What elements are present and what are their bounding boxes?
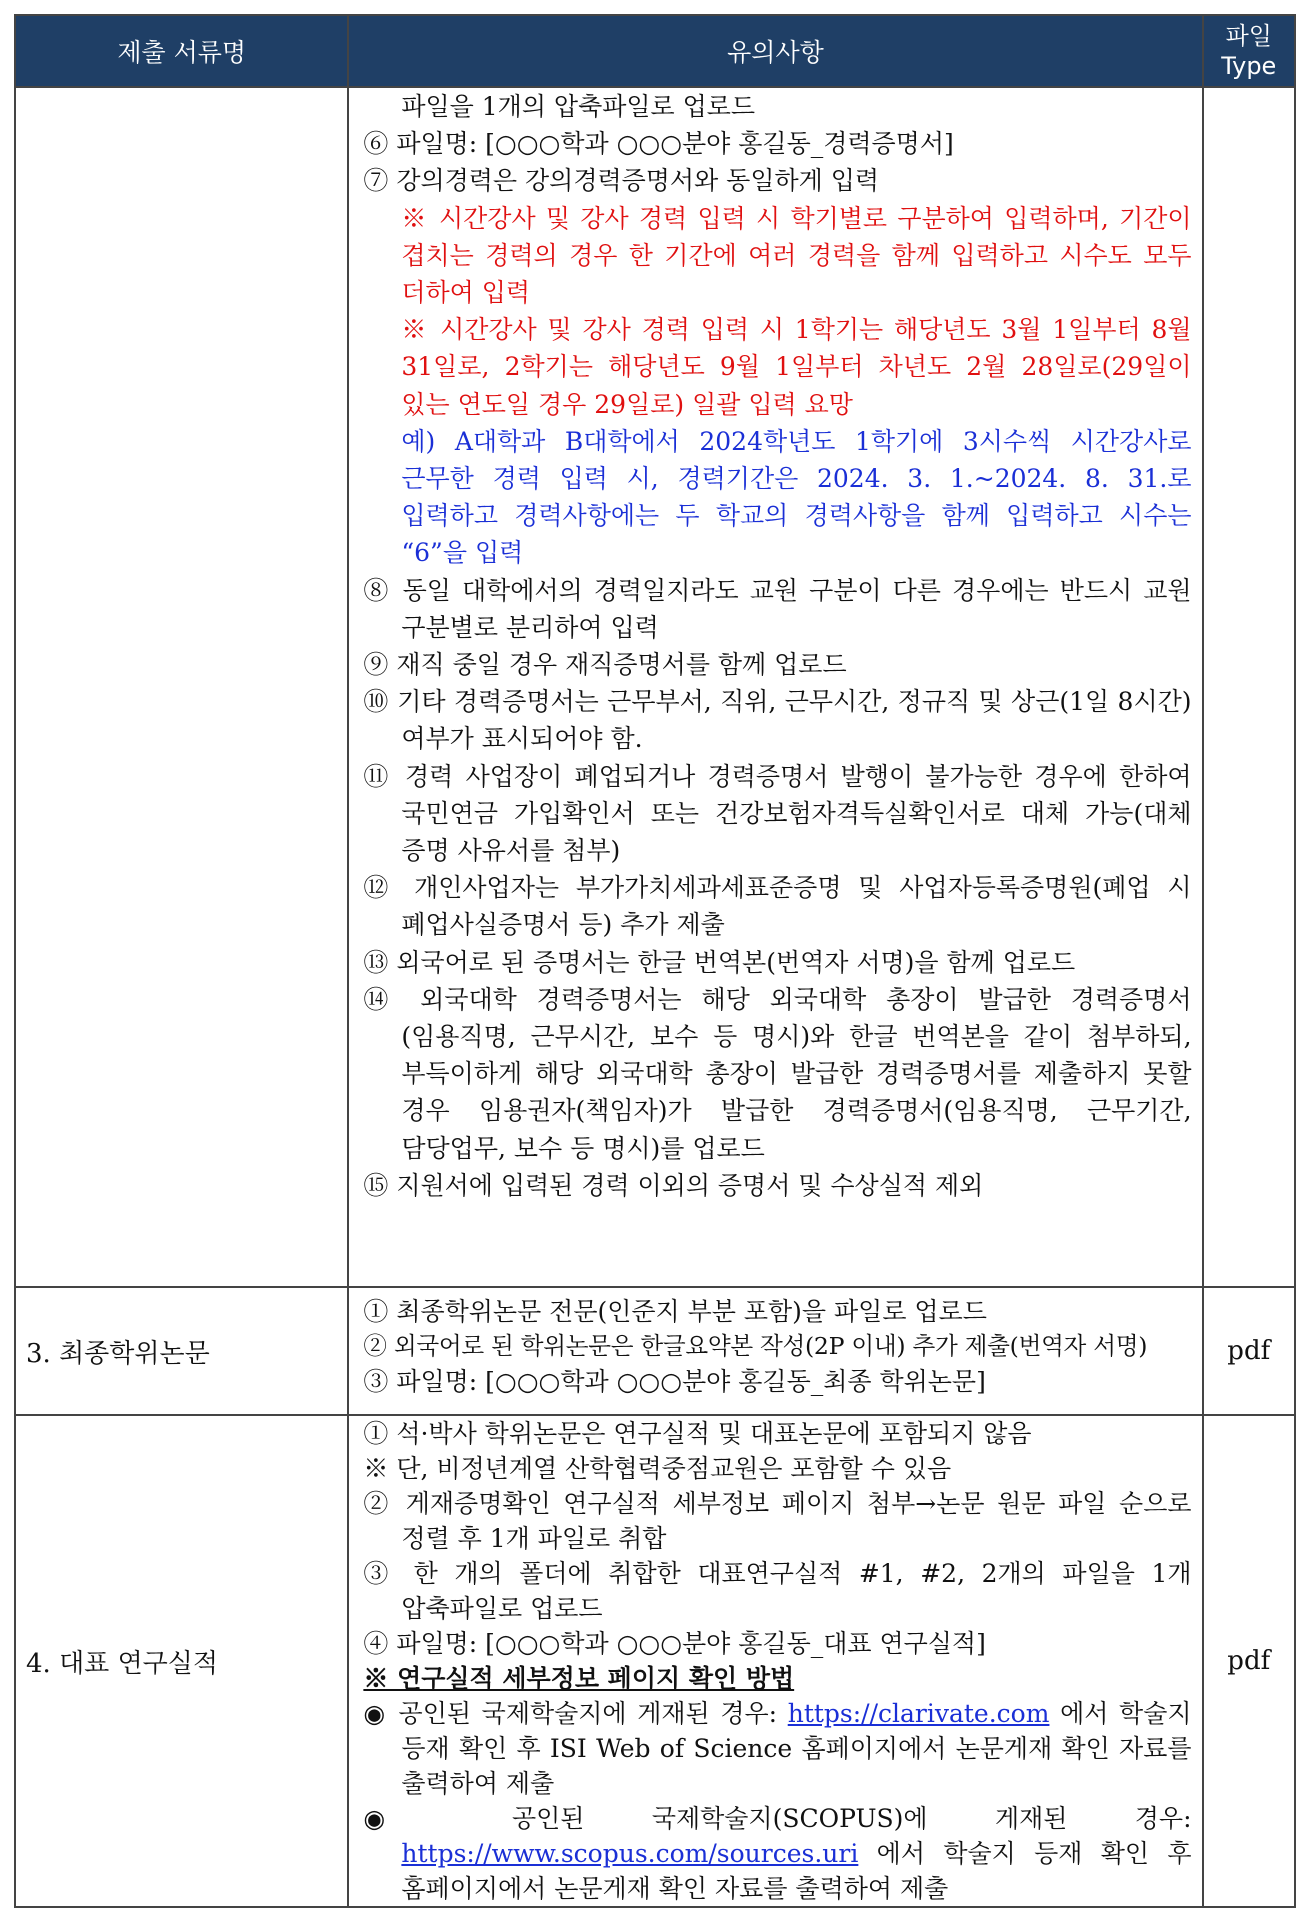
note-item-14: ⑭ 외국대학 경력증명서는 해당 외국대학 총장이 발급한 경력증명서(임용직명, 근무시간, 보수 등 명시)와 한글 번역본을 같이 첨부하되, 부득이하게 해당 외국대학 총장이 발급한 경력증명서를 제출하지 못할 경우 임용권자(책임자)가 발급한 경력증명서(임용직명, 근무기간, 담당업무, 보수 등 명시)를 업로드 <box>363 984 1192 1163</box>
header-file-type-line1: 파일 <box>1225 22 1272 50</box>
row3-name: 4. 대표 연구실적 <box>15 1415 348 1907</box>
row1-name-cell <box>15 87 348 1287</box>
note-item-2: ② 게재증명확인 연구실적 세부정보 페이지 첨부→논문 원문 파일 순으로 정렬 후 1개 파일로 취합 <box>363 1489 1192 1553</box>
clarivate-prefix: ◉ 공인된 국제학술지에 게재된 경우: <box>363 1699 788 1728</box>
row2-name: 3. 최종학위논문 <box>15 1287 348 1415</box>
clarivate-suffix: 에서 학술지 등재 확인 후 ISI Web of Science 홈페이지에서 논문게재 확인 자료를 출력하여 제출 <box>401 1699 1192 1798</box>
header-file-type <box>1203 15 1295 87</box>
header-file-type-line2: Type <box>1221 52 1277 80</box>
note-item-3: ③ 파일명: [○○○학과 ○○○분야 홍길동_최종 학위논문] <box>363 1367 986 1396</box>
note-clarivate <box>363 1696 1191 1801</box>
table-row <box>15 1287 1295 1415</box>
table-header-row <box>15 15 1295 87</box>
row3-notes-cell <box>348 1415 1202 1907</box>
row3-type: pdf <box>1203 1415 1295 1907</box>
row1-notes <box>363 88 1191 1204</box>
note-item-12: ⑫ 개인사업자는 부가가치세과세표준증명 및 사업자등록증명원(폐업 시 폐업사실증명서 등) 추가 제출 <box>363 873 1192 940</box>
note-item-7: ⑦ 강의경력은 강의경력증명서와 동일하게 입력 <box>363 166 880 196</box>
table-row <box>15 1415 1295 1907</box>
clarivate-link[interactable]: https://clarivate.com <box>787 1699 1050 1728</box>
note-item-2: ② 외국어로 된 학위논문은 한글요약본 작성(2P 이내) 추가 제출(번역자 서명) <box>363 1332 1148 1360</box>
scopus-link[interactable]: https://www.scopus.com/sources.uri <box>401 1839 859 1868</box>
header-document-name: 제출 서류명 <box>15 15 348 87</box>
scopus-suffix: 에서 학술지 등재 확인 후 홈페이지에서 논문게재 확인 자료를 출력하여 제출 <box>401 1839 1192 1903</box>
note-remark: ※ 단, 비정년계열 산학협력중점교원은 포함할 수 있음 <box>363 1454 952 1483</box>
note-line: 파일을 1개의 압축파일로 업로드 <box>401 92 756 121</box>
note-method-heading: ※ 연구실적 세부정보 페이지 확인 방법 <box>363 1664 795 1693</box>
table-row <box>15 87 1295 1287</box>
header-notes: 유의사항 <box>348 15 1202 87</box>
note-item-9: ⑨ 재직 중일 경우 재직증명서를 함께 업로드 <box>363 650 847 680</box>
note-scopus <box>363 1801 1191 1906</box>
row1-type-cell <box>1203 87 1295 1287</box>
note-item-10: ⑩ 기타 경력증명서는 근무부서, 직위, 근무시간, 정규직 및 상근(1일 8시간) 여부가 표시되어야 함. <box>363 687 1192 754</box>
document-table <box>14 14 1296 1908</box>
row3-notes <box>363 1416 1191 1906</box>
note-example: 예) A대학과 B대학에서 2024학년도 1학기에 3시수씩 시간강사로 근무한 경력 입력 시, 경력기간은 2024. 3. 1.~2024. 8. 31.로 입력하고 경력사항에는 두 학교의 경력사항을 함께 입력하고 시수는 “6”을 입력 <box>401 426 1192 568</box>
note-item-1: ① 최종학위논문 전문(인준지 부분 포함)을 파일로 업로드 <box>363 1297 987 1326</box>
note-warning-1: ※ 시간강사 및 강사 경력 입력 시 학기별로 구분하여 입력하며, 기간이 겹치는 경력의 경우 한 기간에 여러 경력을 함께 입력하고 시수도 모두 더하여 입력 <box>401 203 1192 308</box>
row1-notes-cell <box>348 87 1202 1287</box>
note-warning-2: ※ 시간강사 및 강사 경력 입력 시 1학기는 해당년도 3월 1일부터 8월 31일로, 2학기는 해당년도 9월 1일부터 차년도 2월 28일로(29일이 있는 연도일 경우 29일로) 일괄 입력 요망 <box>401 315 1192 419</box>
row2-notes <box>363 1294 1191 1399</box>
scopus-prefix: ◉ 공인된 국제학술지(SCOPUS)에 게재된 경우: <box>363 1804 1192 1833</box>
note-item-11: ⑪ 경력 사업장이 폐업되거나 경력증명서 발행이 불가능한 경우에 한하여 국민연금 가입확인서 또는 건강보험자격득실확인서로 대체 가능(대체 증명 사유서를 첨부) <box>363 761 1192 866</box>
note-item-6: ⑥ 파일명: [○○○학과 ○○○분야 홍길동_경력증명서] <box>363 129 954 159</box>
row2-type: pdf <box>1203 1287 1295 1415</box>
note-item-3: ③ 한 개의 폴더에 취합한 대표연구실적 #1, #2, 2개의 파일을 1개 압축파일로 업로드 <box>363 1559 1192 1623</box>
note-item-1: ① 석·박사 학위논문은 연구실적 및 대표논문에 포함되지 않음 <box>363 1419 1032 1448</box>
note-item-8: ⑧ 동일 대학에서의 경력일지라도 교원 구분이 다른 경우에는 반드시 교원 구분별로 분리하여 입력 <box>363 575 1192 642</box>
note-item-4: ④ 파일명: [○○○학과 ○○○분야 홍길동_대표 연구실적] <box>363 1629 986 1658</box>
note-item-13: ⑬ 외국어로 된 증명서는 한글 번역본(번역자 서명)을 함께 업로드 <box>363 947 1076 977</box>
note-item-15: ⑮ 지원서에 입력된 경력 이외의 증명서 및 수상실적 제외 <box>363 1170 984 1200</box>
row2-notes-cell <box>348 1287 1202 1415</box>
